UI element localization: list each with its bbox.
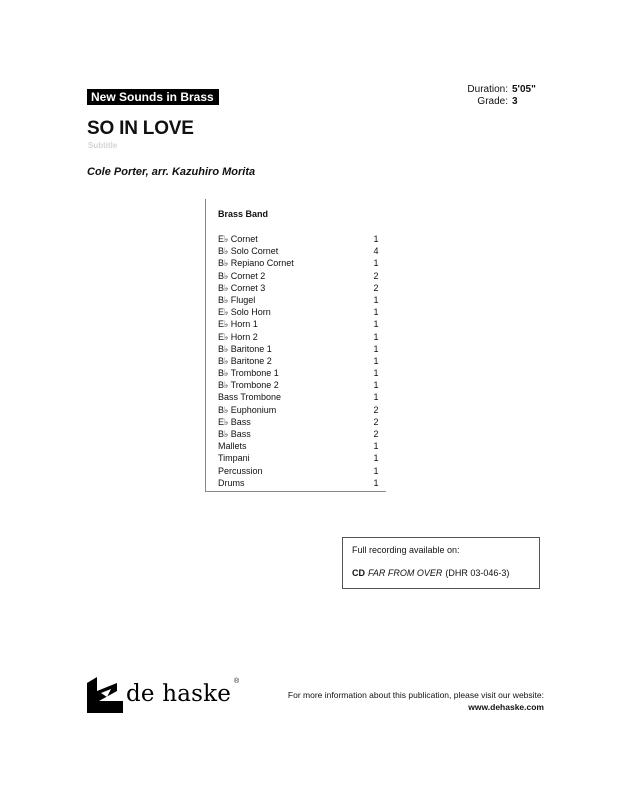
registered-mark: ®	[234, 678, 240, 685]
grade-value: 3	[512, 96, 518, 107]
instrument-count: 1	[373, 441, 379, 452]
instrument-row	[218, 294, 380, 306]
instrument-name: E♭ Cornet	[218, 234, 258, 244]
composer-line: Cole Porter, arr. Kazuhiro Morita	[87, 166, 256, 178]
instrument-count: 1	[373, 453, 379, 464]
instrument-row	[218, 257, 380, 269]
instrument-count: 1	[373, 343, 379, 354]
instrument-count: 1	[373, 380, 379, 391]
instrument-name: B♭ Baritone 2	[218, 355, 272, 366]
instrument-row	[218, 331, 380, 343]
footer-info	[288, 689, 544, 713]
instrumentation-heading: Brass Band	[218, 209, 269, 219]
de-haske-logo	[87, 677, 247, 713]
instrument-name: Mallets	[218, 441, 247, 452]
instrument-name: E♭ Bass	[218, 416, 251, 427]
instrument-name: E♭ Horn 1	[218, 319, 258, 330]
instrument-name: E♭ Horn 2	[218, 331, 258, 342]
recording-intro: Full recording available on:	[352, 545, 460, 555]
footer-info-text: For more information about this publication, please visit our website:	[287, 690, 544, 700]
instrument-row	[218, 428, 380, 440]
instrument-count: 1	[373, 319, 379, 330]
instrument-row	[218, 416, 380, 428]
instrument-name: Drums	[218, 477, 245, 488]
instrument-row	[218, 245, 380, 257]
instrument-count: 2	[373, 404, 379, 415]
recording-box	[342, 537, 540, 589]
instrument-name: B♭ Trombone 1	[218, 368, 279, 379]
instrument-row	[218, 306, 380, 318]
instrument-count: 2	[373, 429, 379, 439]
instrument-name: B♭ Trombone 2	[218, 380, 279, 391]
grade-label: Grade:	[477, 96, 508, 107]
instrument-row	[218, 233, 380, 245]
instrument-count: 1	[373, 331, 379, 342]
piece-subtitle: Subtitle	[88, 141, 118, 150]
instrument-count: 1	[373, 294, 379, 305]
instrument-name: Percussion	[218, 465, 263, 476]
recording-cd-line	[352, 568, 509, 578]
instrument-row	[218, 391, 380, 403]
instrument-row	[218, 282, 380, 294]
series-badge: New Sounds in Brass	[87, 89, 219, 105]
instrument-name: Bass Trombone	[218, 392, 282, 403]
instrument-count: 1	[373, 258, 379, 269]
instrument-row	[218, 379, 380, 391]
instrument-count: 1	[373, 465, 379, 476]
instrument-count: 1	[373, 234, 379, 244]
instrument-name: B♭ Cornet 3	[218, 282, 266, 293]
instrument-row	[218, 355, 380, 367]
instrument-row	[218, 465, 380, 477]
instrument-name: E♭ Solo Horn	[218, 307, 271, 318]
instrument-count: 1	[373, 392, 379, 403]
duration-row	[467, 84, 542, 96]
instrument-name: B♭ Bass	[218, 429, 251, 439]
instrument-name: B♭ Baritone 1	[218, 343, 272, 354]
instrument-row	[218, 270, 380, 282]
instrument-row	[218, 477, 380, 489]
cd-label: CD	[352, 568, 365, 578]
instrument-count: 1	[373, 477, 379, 488]
instrument-count: 1	[373, 355, 379, 366]
instrument-row	[218, 452, 380, 464]
duration-value: 5'05"	[512, 84, 536, 95]
instrument-row	[218, 440, 380, 452]
instrument-name: B♭ Flugel	[218, 294, 256, 305]
instrument-row	[218, 404, 380, 416]
instrument-count: 2	[373, 416, 379, 427]
instrument-row	[218, 367, 380, 379]
instrument-name: Timpani	[218, 453, 250, 464]
instrument-name: B♭ Euphonium	[218, 404, 277, 415]
instrument-row	[218, 343, 380, 355]
website-link[interactable]: www.dehaske.com	[468, 702, 544, 712]
instrument-count: 1	[373, 307, 379, 318]
instrument-name: B♭ Cornet 2	[218, 270, 266, 281]
instrument-name: B♭ Repiano Cornet	[218, 258, 294, 269]
grade-row	[467, 96, 542, 108]
instrument-count: 4	[373, 246, 379, 257]
duration-label: Duration:	[467, 84, 508, 95]
album-title: FAR FROM OVER	[368, 568, 443, 578]
instrument-name: B♭ Solo Cornet	[218, 246, 279, 257]
catalog-number: (DHR 03-046-3)	[445, 568, 510, 578]
instrument-count: 1	[373, 368, 379, 379]
instrument-count: 2	[373, 282, 379, 293]
instrument-count: 2	[373, 270, 379, 281]
instrument-row	[218, 318, 380, 330]
piece-title: SO IN LOVE	[87, 118, 194, 139]
instrumentation-list	[218, 233, 380, 489]
de-haske-logo-icon	[87, 677, 123, 713]
logo-wordmark: de haske	[126, 681, 232, 707]
piece-meta	[467, 84, 542, 108]
